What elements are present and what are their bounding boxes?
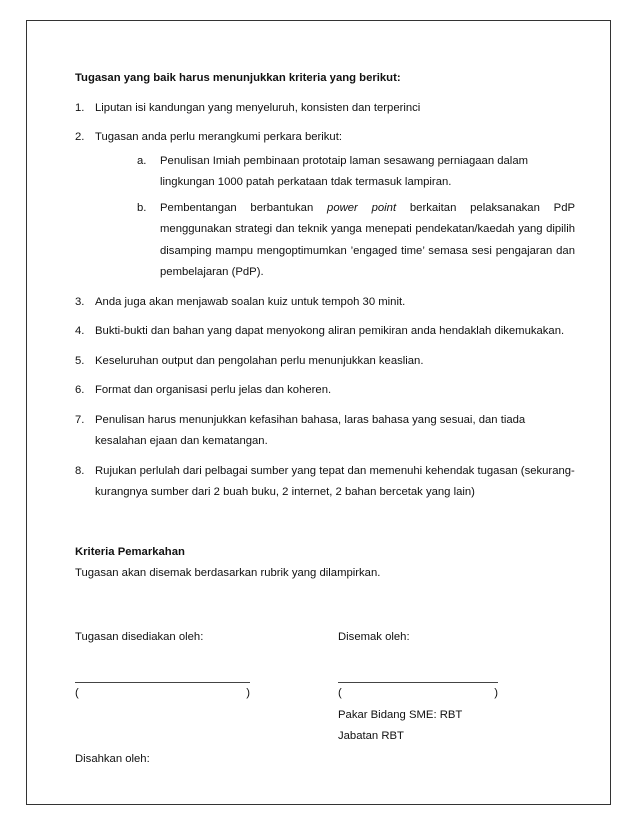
item-text: Liputan isi kandungan yang menyeluruh, konsisten dan terperinci — [95, 101, 421, 114]
signature-line — [75, 670, 250, 683]
sub-item-text-before: Pembentangan berbantukan — [160, 201, 314, 214]
list-item — [75, 292, 575, 314]
item-number: 3. — [75, 295, 85, 308]
item-text: Keseluruhan output dan pengolahan perlu menunjukkan keaslian. — [95, 354, 424, 367]
item-number: 1. — [75, 101, 85, 114]
item-text: Anda juga akan menjawab soalan kuiz untuk tempoh 30 minit. — [95, 295, 406, 308]
document-body — [75, 68, 575, 777]
list-item — [75, 127, 575, 284]
criteria-text: Tugasan akan disemak berdasarkan rubrik yang dilampirkan. — [75, 567, 381, 579]
criteria-section — [75, 542, 575, 585]
item-text: Bukti-bukti dan bahan yang dapat menyokong aliran pemikiran anda hendaklah dikemukakan. — [95, 325, 565, 337]
checker-department: Jabatan RBT — [338, 730, 404, 742]
list-item — [75, 98, 575, 120]
item-text: Penulisan harus menunjukkan kefasihan bahasa, laras bahasa yang sesuai, dan tiada kesalahan ejaan dan kematangan. — [95, 413, 526, 447]
sub-item-text-after: berkaitan pelaksanakan PdP menggunakan strategi dan teknik yanga menepati pendekatan/kaedah yang dipilih disamping mampu mengoptimumkan ’engaged time’ semasa sesi pengajaran dan pembelajaran (PdP). — [160, 201, 576, 278]
prepared-by-label: Tugasan disediakan oleh: — [75, 630, 204, 643]
item-number: 4. — [75, 325, 85, 337]
list-item — [75, 410, 575, 453]
sub-list-item — [95, 198, 575, 284]
signature-section — [75, 627, 575, 777]
list-item — [75, 461, 575, 504]
item-number: 8. — [75, 464, 85, 477]
checked-by-block — [338, 627, 498, 748]
item-number: 6. — [75, 384, 85, 396]
sub-item-number: a. — [137, 154, 147, 167]
requirements-list — [75, 98, 575, 504]
prepared-by-block — [75, 627, 250, 771]
item-number: 5. — [75, 354, 85, 367]
sub-item-text-italic: power point — [327, 201, 397, 214]
item-text: Rujukan perlulah dari pelbagai sumber yang tepat dan memenuhi kehendak tugasan (sekurang-kurangnya sumber dari 2 buah buku, 2 internet, 2 bahan bercetak yang lain) — [95, 464, 575, 498]
paren-open: ( — [75, 687, 79, 699]
criteria-title: Kriteria Pemarkahan — [75, 545, 185, 558]
paren-close: ) — [494, 687, 498, 699]
sub-item-text: Penulisan Imiah pembinaan prototaip laman sesawang perniagaan dalam lingkungan 1000 patah perkataan tdak termasuk lampiran. — [160, 154, 529, 188]
item-number: 2. — [75, 131, 85, 143]
item-text: Tugasan anda perlu merangkumi perkara berikut: — [95, 131, 342, 143]
name-parentheses — [338, 683, 498, 705]
item-text: Format dan organisasi perlu jelas dan koheren. — [95, 384, 332, 396]
signature-line — [338, 670, 498, 683]
sub-item-number: b. — [137, 201, 147, 214]
list-item — [75, 380, 575, 402]
paren-close: ) — [246, 687, 250, 699]
item-number: 7. — [75, 413, 85, 426]
approved-by-label: Disahkan oleh: — [75, 752, 150, 765]
list-item — [75, 351, 575, 373]
sub-list-item — [95, 151, 575, 194]
checker-title: Pakar Bidang SME: RBT — [338, 708, 463, 721]
requirements-heading: Tugasan yang baik harus menunjukkan kriteria yang berikut: — [75, 72, 401, 84]
list-item — [75, 321, 575, 343]
checked-by-label: Disemak oleh: — [338, 630, 410, 643]
paren-open: ( — [338, 687, 342, 699]
name-parentheses — [75, 683, 250, 705]
sub-list — [95, 151, 575, 284]
